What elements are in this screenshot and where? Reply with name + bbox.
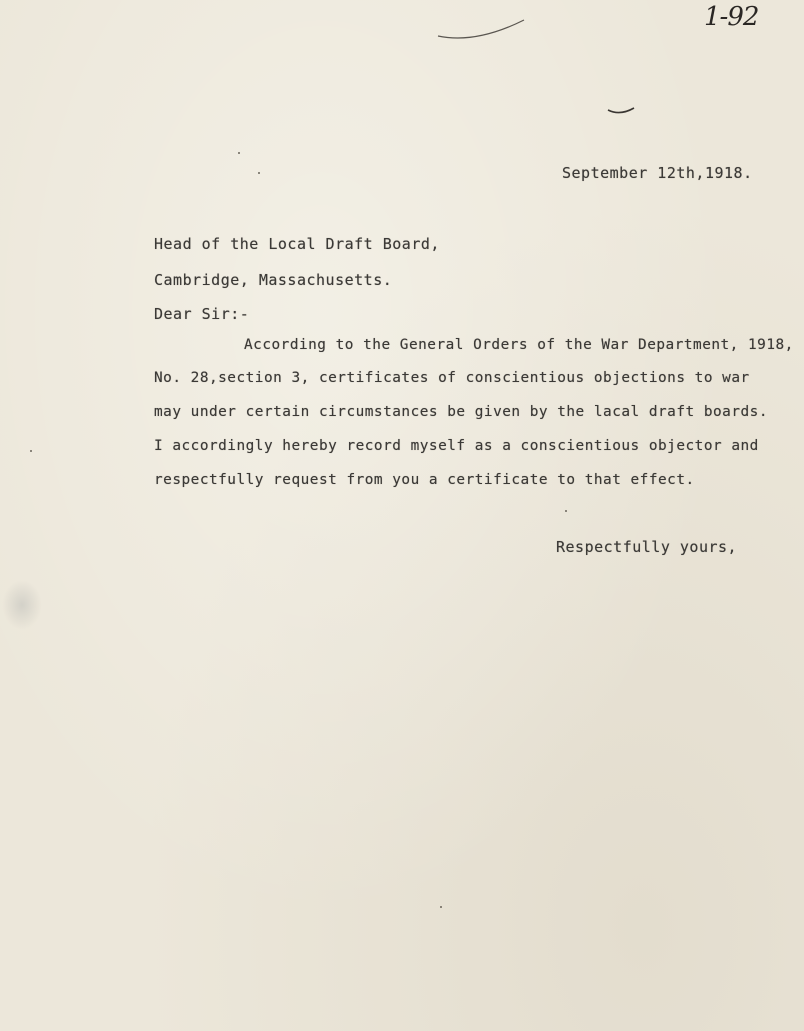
letter-date: September 12th,1918. (562, 164, 753, 182)
paper-speck (30, 450, 32, 452)
paper-smudge (2, 580, 42, 630)
archive-number: 1-92 (704, 2, 759, 32)
recipient-line-2: Cambridge, Massachusetts. (154, 271, 393, 289)
paper-speck (238, 152, 240, 154)
pencil-stroke-top (436, 14, 536, 44)
pencil-tick-mark (604, 100, 644, 120)
body-line: According to the General Orders of the War Department, 1918, (244, 337, 794, 353)
salutation: Dear Sir:- (154, 305, 250, 323)
body-line: may under certain circumstances be given by the lacal draft boards. (154, 404, 768, 420)
paper-speck (565, 510, 567, 512)
recipient-line-1: Head of the Local Draft Board, (154, 235, 440, 253)
body-line: I accordingly hereby record myself as a conscientious objector and (154, 438, 759, 454)
body-line: respectfully request from you a certificate to that effect. (154, 472, 695, 488)
paper-speck (440, 906, 442, 908)
paper-speck (258, 172, 260, 174)
body-line: No. 28,section 3, certificates of conscientious objections to war (154, 370, 750, 386)
closing: Respectfully yours, (556, 538, 738, 556)
